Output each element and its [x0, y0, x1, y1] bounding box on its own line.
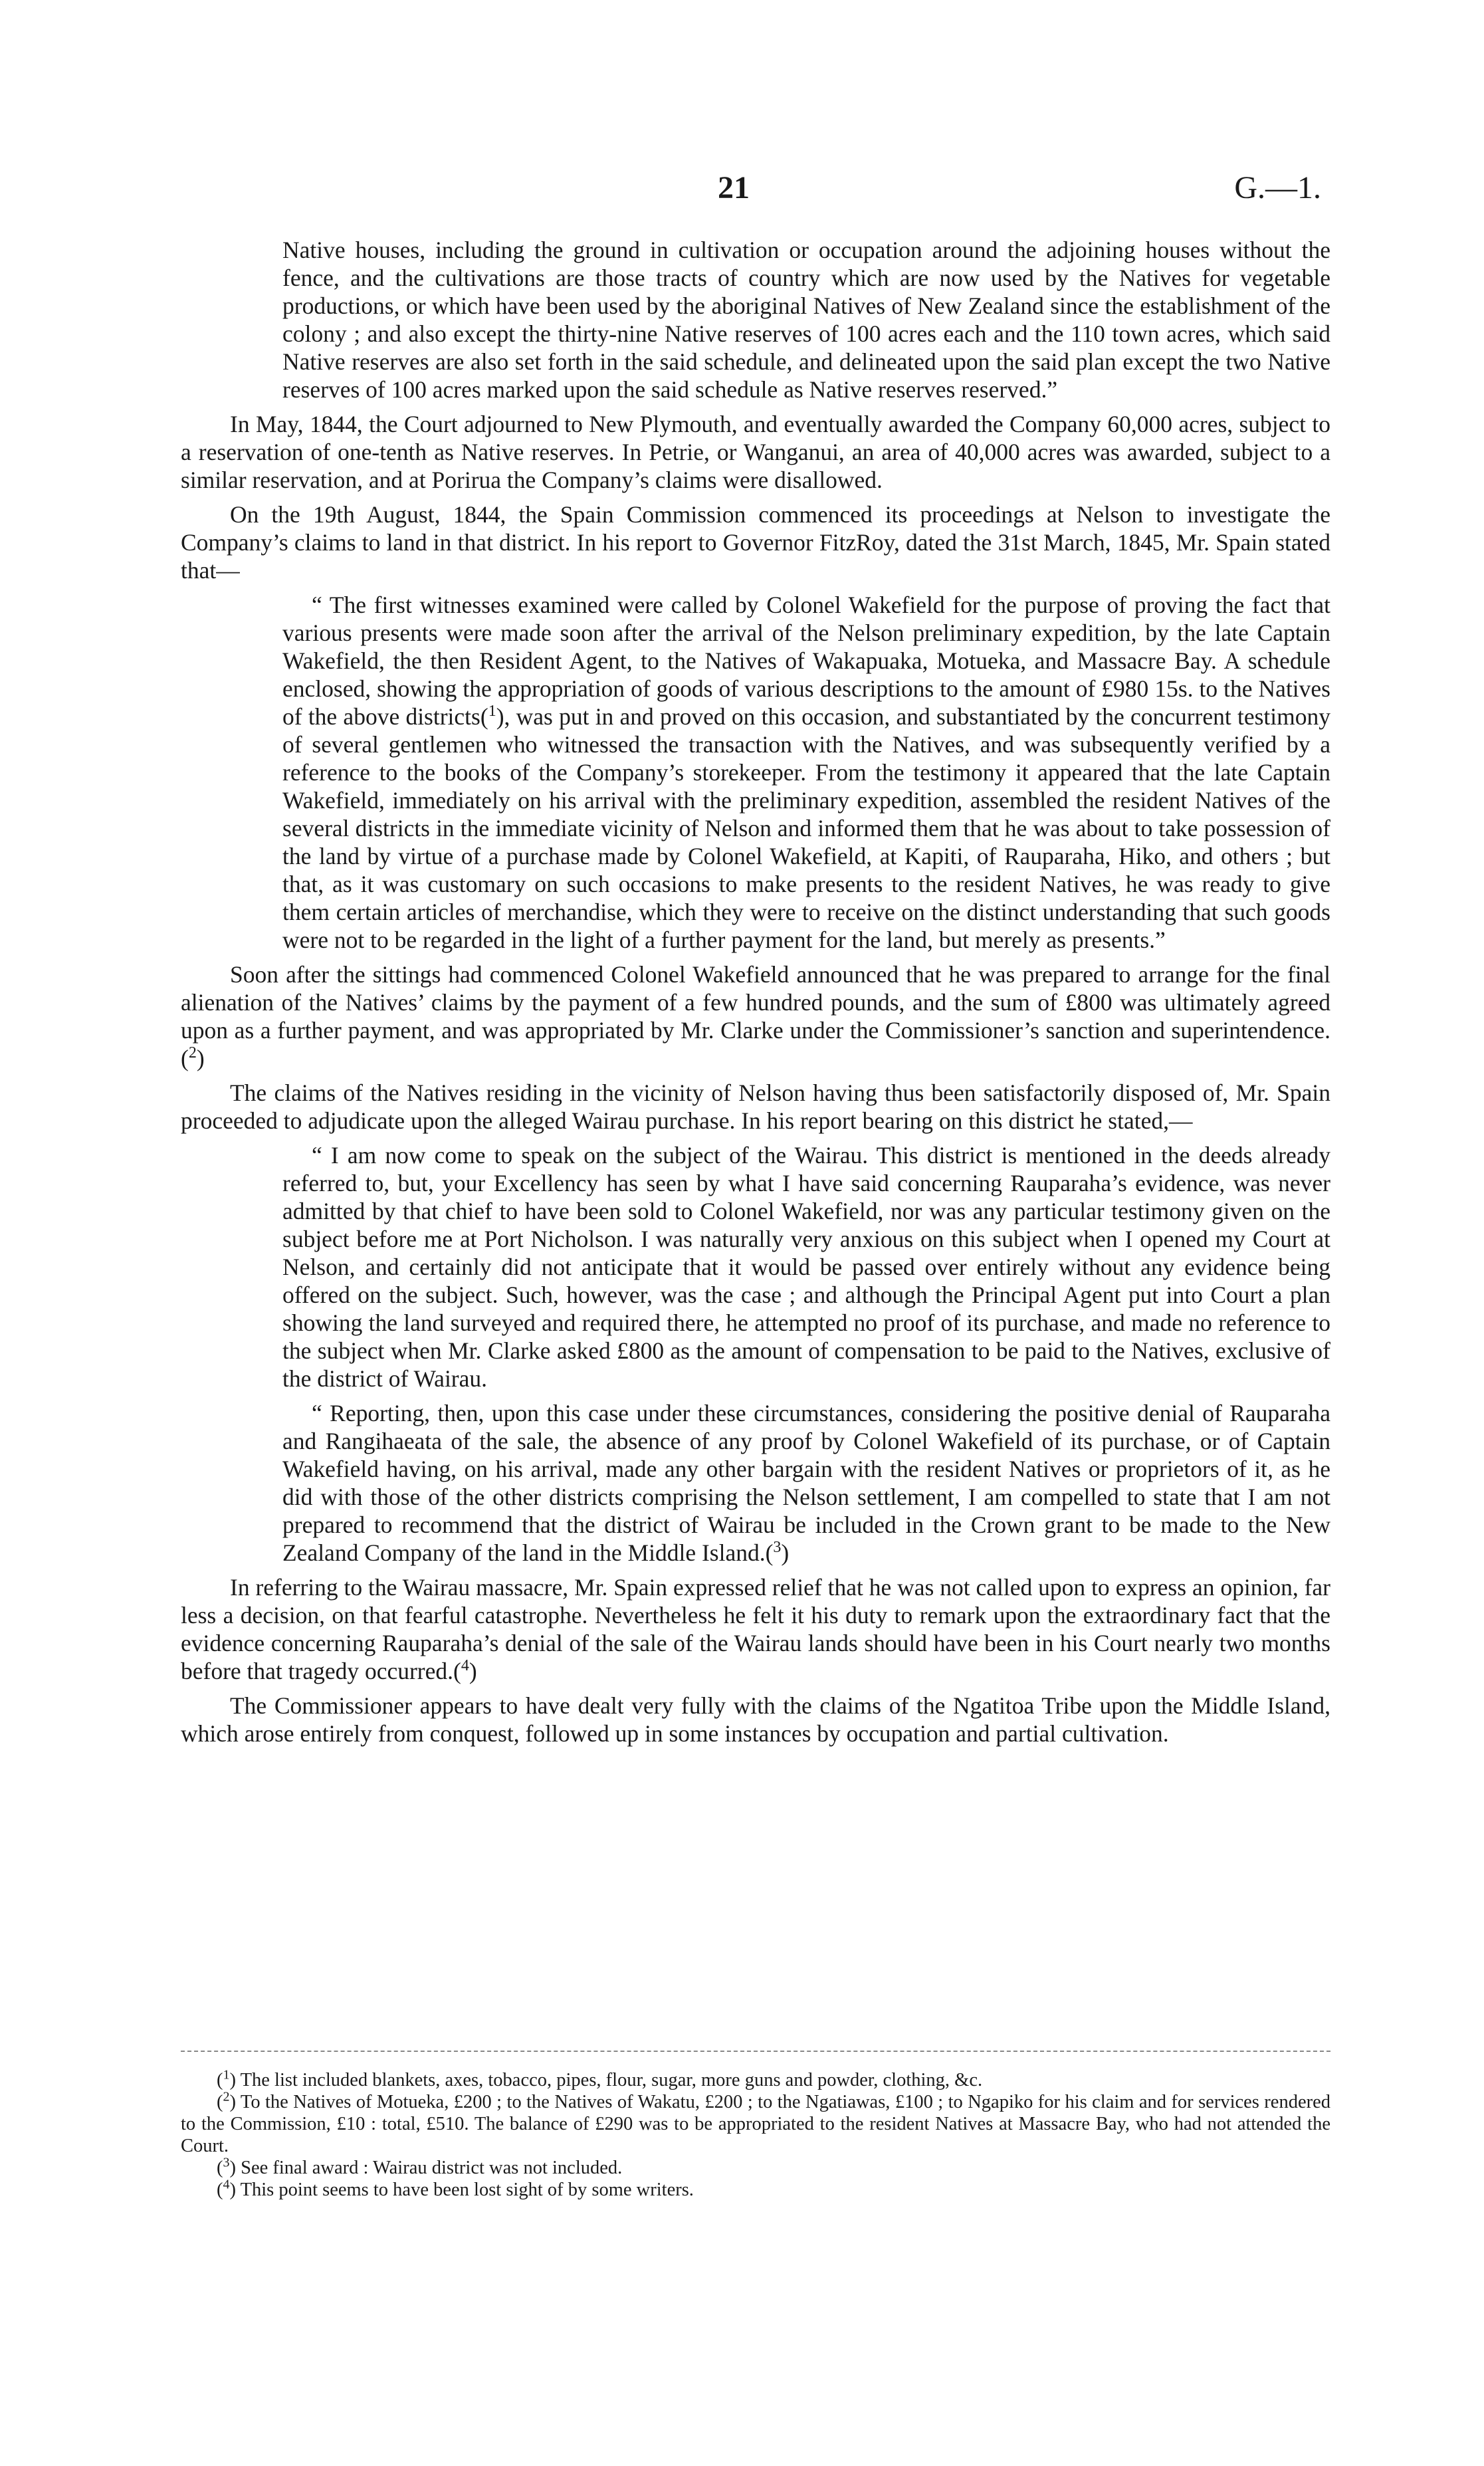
footnote-text: This point seems to have been lost sight of by some writers.: [240, 2180, 694, 2200]
footnote: ($^4$) This point seems to have been lost sight of by some writers.: [217, 2177, 694, 2200]
paragraph-colonel-wakefield: [181, 960, 1330, 1072]
footnote-divider: [181, 2051, 1330, 2052]
page-header: [0, 169, 1484, 216]
quote-reporting: [282, 1399, 1330, 1567]
paragraph-text: Soon after the sittings had commenced Colonel Wakefield announced that he was prepared to arrange for the final alienation of the Natives’ claims by the payment of a few hundred pounds, and the sum of £800 was ultimately agreed upon as a further payment, and was appropriated by Mr. Clarke under the Commissioner’s sanction and superintendence.(: [181, 961, 1330, 1071]
paragraph-wairau-massacre: [181, 1573, 1330, 1685]
paragraph-text: ): [469, 1658, 477, 1684]
quote-text: “ The first witnesses examined were called by Colonel Wakefield for the purpose of proving the fact that various presents were made soon after the arrival of the Nelson preliminary expedition, by the late Captain Wakefield, the then Resident Agent, to the Natives of Wakapuaka, Motueka, and Massacre Bay. A schedule enclosed, showing the appropriation of goods of various descriptions to the amount of £980 15s. to the Natives of the above districts(: [282, 592, 1330, 730]
paragraph-natives-claims: The claims of the Natives residing in the vicinity of Nelson having thus been satisfactorily disposed of, Mr. Spain proceeded to adjudicate upon the alleged Wairau purchase. In his report bearing on this district he stated,—: [181, 1079, 1330, 1134]
quote-text: “ Reporting, then, upon this case under these circumstances, considering the positive denial of Rauparaha and Rangihaeata of the sale, the absence of any proof by Colonel Wakefield of its purchase, or of Captain Wakefield having, on his arrival, made any other bargain with the resident Natives or proprietors of it, as he did with those of the other districts comprising the Nelson settlement, I am compelled to state that I am not prepared to recommend that the district of Wairau be included in the Crown grant to be made to the New Zealand Company of the land in the Middle Island.(: [282, 1400, 1330, 1566]
footnotes: [181, 2069, 1330, 2201]
quote-text: ): [781, 1539, 790, 1566]
paragraph-text: In referring to the Wairau massacre, Mr. Spain expressed relief that he was not called upon to express an opinion, far less a decision, on that fearful catastrophe. Nevertheless he felt it his duty to remark upon the extraordinary fact that the evidence concerning Rauparaha’s denial of the sale of the Wairau lands should have been in his Court nearly two months before that tragedy occurred.(: [181, 1574, 1330, 1684]
footnote-mark: 4: [223, 2177, 230, 2192]
footnote: ($^2$) To the Natives of Motueka, £200 ; to the Natives of Wakatu, £200 ; to the Ngatiawas, £100 ; to Ngapiko for his claim and for services rendered to the Commission, £10 : total, £510. The balance of £290 was to be appropriated to the resident Natives at Massacre Bay, who had not attended the Court.: [181, 2089, 1330, 2156]
footnote-ref: 4: [461, 1657, 469, 1675]
paragraph-text: ): [196, 1045, 205, 1071]
footnote-mark: 1: [223, 2067, 230, 2082]
paragraph-commissioner: The Commissioner appears to have dealt very fully with the claims of the Ngatitoa Tribe upon the Middle Island, which arose entirely from conquest, followed up in some instances by occupation and partial cultivation.: [181, 1692, 1330, 1747]
footnote-ref: 3: [773, 1539, 782, 1557]
quote-text: ), was put in and proved on this occasion, and substantiated by the concurrent testimony of several gentlemen who witnessed the transaction with the Natives, and was subsequently verified by a reference to the books of the Company’s storekeeper. From the testimony it appeared that the late Captain Wakefield, immediately on his arrival with the preliminary expedition, assembled the resident Natives of the several districts in the immediate vicinity of Nelson and informed them that he was about to take possession of the land by virtue of a purchase made by Colonel Wakefield, at Kapiti, of Rauparaha, Hiko, and others ; but that, as it was customary on such occasions to make presents to the resident Natives, he was ready to give them certain articles of merchandise, which they were to receive on the distinct understanding that such goods were not to be regarded in the light of a further payment for the land, but merely as presents.”: [282, 703, 1330, 953]
paragraph-spain-commission: On the 19th August, 1844, the Spain Commission commenced its proceedings at Nelson to investigate the Company’s claims to land in that district. In his report to Governor FitzRoy, dated the 31st March, 1845, Mr. Spain stated that—: [181, 501, 1330, 584]
footnote-mark: 2: [223, 2089, 230, 2104]
footnote-ref: 1: [488, 703, 496, 721]
footnote-text: The list included blankets, axes, tobacco, pipes, flour, sugar, more guns and powder, clothing, &c.: [240, 2070, 983, 2090]
quote-wairau: “ I am now come to speak on the subject of the Wairau. This district is mentioned in the deeds already referred to, but, your Excellency has seen by what I have said concerning Rauparaha’s evidence, was never admitted by that chief to have been sold to Colonel Wakefield, nor was any particular testimony given on the subject before me at Port Nicholson. I was naturally very anxious on this subject when I opened my Court at Nelson, and certainly did not anticipate that it would be passed over entirely without any evidence being offered on the subject. Such, however, was the case ; and although the Principal Agent put into Court a plan showing the land surveyed and required there, he attempted no proof of its purchase, and made no reference to the subject when Mr. Clarke asked £800 as the amount of compensation to be paid to the Natives, exclusive of the district of Wairau.: [282, 1142, 1330, 1392]
footnote-text: See final award : Wairau district was not included.: [241, 2158, 623, 2178]
quote-continuation: Native houses, including the ground in cultivation or occupation around the adjoining houses without the fence, and the cultivations are those tracts of country which are now used by the Natives for vegetable productions, or which have been used by the aboriginal Natives of New Zealand since the establishment of the colony ; and also except the thirty-nine Native reserves of 100 acres each and the 110 town acres, which said Native reserves are also set forth in the said schedule, and delineated upon the said plan except the two Native reserves of 100 acres marked upon the said schedule as Native reserves reserved.”: [282, 237, 1330, 403]
page-number: 21: [718, 170, 750, 205]
body-text: [181, 236, 1330, 1754]
footnote: ($^3$) See final award : Wairau district was not included.: [217, 2155, 623, 2178]
document-reference: G.—1.: [1234, 170, 1321, 205]
footnote-text: To the Natives of Motueka, £200 ; to the Natives of Wakatu, £200 ; to the Ngatiawas, £100 ; to Ngapiko for his claim and for services rendered to the Commission, £10 : total, £510. The balance of £290 was to be appropriated to the resident Natives at Massacre Bay, who had not attended the Court.: [181, 2092, 1330, 2156]
paragraph-new-plymouth: In May, 1844, the Court adjourned to New Plymouth, and eventually awarded the Company 60,000 acres, subject to a reservation of one-tenth as Native reserves. In Petrie, or Wanganui, an area of 40,000 acres was awarded, subject to a similar reservation, and at Porirua the Company’s claims were disallowed.: [181, 411, 1330, 493]
footnote: ($^1$) The list included blankets, axes, tobacco, pipes, flour, sugar, more guns and powder, clothing, &c.: [217, 2067, 983, 2090]
footnote-mark: 3: [223, 2155, 230, 2170]
quote-first-witnesses: [282, 591, 1330, 954]
footnote-ref: 2: [188, 1044, 197, 1062]
